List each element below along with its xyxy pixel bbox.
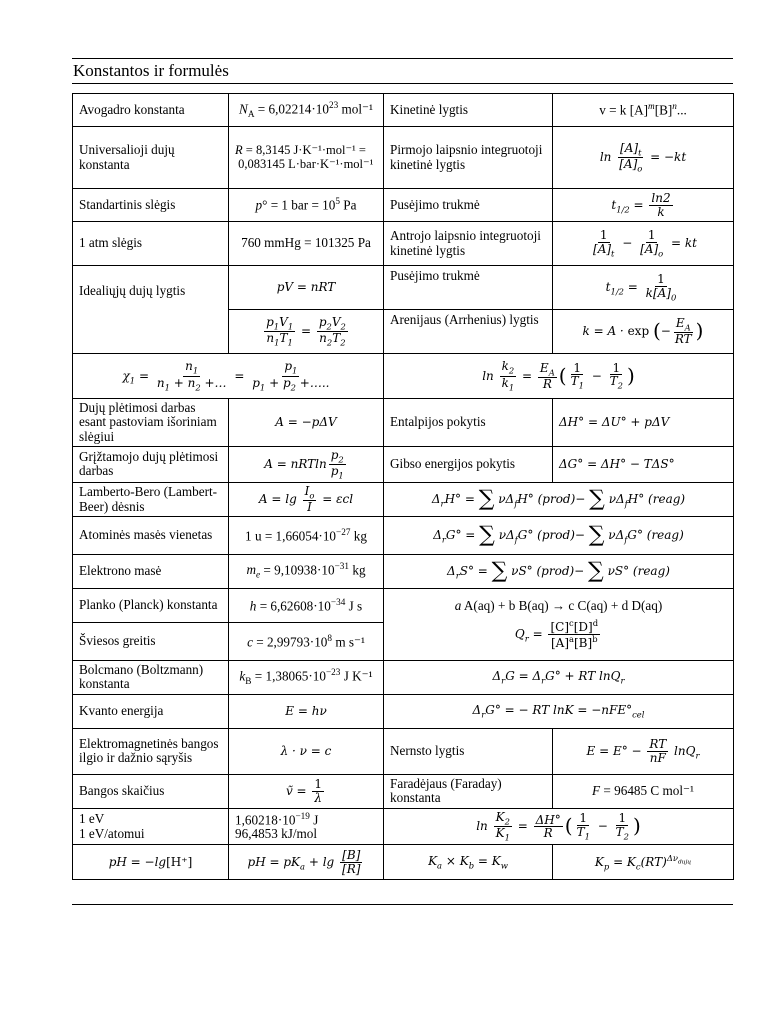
label-cell: Standartinis slėgis: [73, 189, 229, 222]
reaction-equation: a A(aq) + b B(aq) → c C(aq) + d D(aq): [454, 598, 663, 614]
label-cell: Kinetinė lygtis: [384, 94, 553, 127]
label-cell: Pusėjimo trukmė: [384, 266, 553, 310]
label-cell: Idealiųjų dujų lygtis: [73, 266, 229, 354]
label-cell: 1 atm slėgis: [73, 222, 229, 266]
boltzmann-value: $k_B = 1,38065\cdot 10^{-23}$ J K⁻¹: [229, 660, 384, 694]
vant-hoff-formula: ln $\frac{K_2}{K_1}$ = $\frac{\Delta H^\circ}{R}$ ( $\frac{1}{T_1}$ − $\frac{1}{T_2}$ ): [384, 808, 734, 844]
label-cell: Elektrono masė: [73, 554, 229, 588]
first-order-formula: ln $\frac{[A]_t}{[A]_o}$ = −kt: [553, 127, 734, 189]
reversible-work-formula: A = nRTln $\frac{p_2}{p_1}$: [229, 446, 384, 482]
label-cell: Dujų plėtimosi darbas esant pastoviam išoriniam slėgiui: [73, 399, 229, 447]
label-cell: Planko (Planck) konstanta: [73, 588, 229, 622]
table-row: [73, 483, 734, 517]
combined-gas-formula: $\frac{p_1V_1}{n_1T_1}$ = $\frac{p_2V_2}{n_2T_2}$: [229, 310, 384, 354]
label-cell: Arenijaus (Arrhenius) lygtis: [384, 310, 553, 354]
table-row: [73, 354, 734, 399]
arrhenius-formula: k = A · exp (− $\frac{E_A}{RT}$ ): [553, 310, 734, 354]
label-cell: Gibso energijos pokytis: [384, 446, 553, 482]
wave-formula: λ · ν = c: [229, 728, 384, 774]
table-row: [73, 222, 734, 266]
reaction-entropy-formula: $\Delta_rS^\circ$ = ∑ νS° (prod)− ∑ νS° (reag): [384, 554, 734, 588]
table-row: [73, 660, 734, 694]
label-cell: Pirmojo laipsnio integruotoji kinetinė lygtis: [384, 127, 553, 189]
title-underline: [72, 83, 733, 84]
bottom-rule: [72, 904, 733, 905]
page-title: Konstantos ir formulės: [73, 61, 229, 80]
label-cell: Lamberto-Bero (Lambert-Beer) dėsnis: [73, 483, 229, 517]
table-row: [73, 845, 734, 880]
label-cell: Šviesos greitis: [73, 622, 229, 660]
water-constant-formula: $K_a \times K_b = K_w$: [384, 845, 553, 880]
amu-value: 1 $u = 1,66054\cdot 10^{-27}$ kg: [229, 516, 384, 554]
ev-value-cell: $1,60218\cdot 10^{-19}$ J 96,4853 kJ/mol: [229, 808, 384, 844]
table-row: [73, 127, 734, 189]
label-cell: Antrojo laipsnio integruotoji kinetinė lygtis: [384, 222, 553, 266]
gas-constant-value: R = 8,3145 J·K⁻¹·mol⁻¹ = 0,083145 L·bar·K⁻¹·mol⁻¹: [229, 127, 384, 189]
label-cell: Atominės masės vienetas: [73, 516, 229, 554]
reaction-enthalpy-formula: $\Delta_rH^\circ$ = ∑ $\nu\Delta_fH^\circ$ (prod)− ∑ $\nu\Delta_fH^\circ$ (reag): [384, 483, 734, 517]
gibbs-reaction-quotient-formula: $\Delta_rG = \Delta_rG^\circ$ + RT lnQ$_r$: [384, 660, 734, 694]
planck-value: $h = 6,62608\cdot 10^{-34}$ J s: [229, 588, 384, 622]
table-row: [73, 554, 734, 588]
lambert-beer-formula: A = lg $\frac{I_o}{I}$ = εcl: [229, 483, 384, 517]
reaction-quotient-cell: [384, 588, 734, 660]
top-rule: [72, 58, 733, 59]
ph-formula: pH = −lg[H⁺]: [73, 845, 229, 880]
table-row: [73, 728, 734, 774]
label-cell: Bolcmano (Boltzmann) konstanta: [73, 660, 229, 694]
henderson-formula: pH = $pK_a + \lg$ $\frac{[B]}{[R]}$: [229, 845, 384, 880]
table-row: [73, 266, 734, 310]
label-cell: Nernsto lygtis: [384, 728, 553, 774]
reaction-quotient-formula: $Q_r$ = $\frac{[C]^c[D]^d}{[A]^a[B]^b}$: [514, 618, 599, 651]
arrhenius-two-point-formula: ln $\frac{k_2}{k_1}$ = $\frac{E_A}{R}$ ( $\frac{1}{T_1}$ − $\frac{1}{T_2}$ ): [384, 354, 734, 399]
label-cell: Bangos skaičius: [73, 774, 229, 808]
table-row: [73, 446, 734, 482]
atm-value: 760 mmHg = 101325 Pa: [229, 222, 384, 266]
half-life-first-order: $t_{1/2}$ = $\frac{\ln 2}{k}$: [553, 189, 734, 222]
enthalpy-formula: ΔH° = ΔU° + pΔV: [553, 399, 734, 447]
label-cell: Entalpijos pokytis: [384, 399, 553, 447]
label-cell: Universalioji dujų konstanta: [73, 127, 229, 189]
half-life-second-order: $t_{1/2}$ = $\frac{1}{k[A]_0}$: [553, 266, 734, 310]
label-cell: Avogadro konstanta: [73, 94, 229, 127]
table-row: [73, 694, 734, 728]
reaction-gibbs-formula: $\Delta_rG^\circ$ = ∑ $\nu\Delta_fG^\circ$ (prod)− ∑ $\nu\Delta_fG^\circ$ (reag): [384, 516, 734, 554]
equilibrium-formula: $\Delta_rG^\circ$ = − RT $\ln K = -nFE^\circ_{cel}$: [384, 694, 734, 728]
faraday-value: F = 96485 C mol⁻¹: [553, 774, 734, 808]
mole-fraction-formula: $\chi_1$ = $\frac{n_1}{n_1 + n_2 +\dots}$ = $\frac{p_1}{p_1 + p_2 +\dots..}$: [73, 354, 384, 399]
kp-kc-formula: $K_p = K_c(RT)^{\Delta\nu_{dujų}}$: [553, 845, 734, 880]
table-row: [73, 588, 734, 622]
constants-table: [72, 93, 734, 880]
label-cell: Elektromagnetinės bangos ilgio ir dažnio sąryšis: [73, 728, 229, 774]
gibbs-formula: ΔG° = ΔH° − TΔS°: [553, 446, 734, 482]
avogadro-value: $N_A = 6,02214\cdot 10^{23}$ mol⁻¹: [229, 94, 384, 127]
std-pressure-value: p° = 1 bar = $10^5$ Pa: [229, 189, 384, 222]
ideal-gas-formula: pV = nRT: [229, 266, 384, 310]
table-row: [73, 94, 734, 127]
nernst-formula: E = E° − $\frac{RT}{nF}$ lnQ$_r$: [553, 728, 734, 774]
ev-label-cell: 1 eV 1 eV/atomui: [73, 808, 229, 844]
electron-mass-value: $m_e = 9,10938\cdot 10^{-31}$ kg: [229, 554, 384, 588]
table-row: [73, 516, 734, 554]
table-row: [73, 189, 734, 222]
label-cell: Kvanto energija: [73, 694, 229, 728]
light-speed-value: $c = 2,99793\cdot 10^8$ m s⁻¹: [229, 622, 384, 660]
expansion-work-formula: A = −pΔV: [229, 399, 384, 447]
label-cell: Grįžtamojo dujų plėtimosi darbas: [73, 446, 229, 482]
table-row: [73, 399, 734, 447]
wavenumber-formula: ṽ = $\frac{1}{\lambda}$: [229, 774, 384, 808]
label-cell: Pusėjimo trukmė: [384, 189, 553, 222]
second-order-formula: $\frac{1}{[A]_t}$ − $\frac{1}{[A]_o}$ = kt: [553, 222, 734, 266]
table-row: [73, 774, 734, 808]
quantum-formula: E = hν: [229, 694, 384, 728]
table-row: [73, 808, 734, 844]
kinetic-equation: v = k $[A]^m[B]^n$...: [553, 94, 734, 127]
label-cell: Faradėjaus (Faraday) konstanta: [384, 774, 553, 808]
